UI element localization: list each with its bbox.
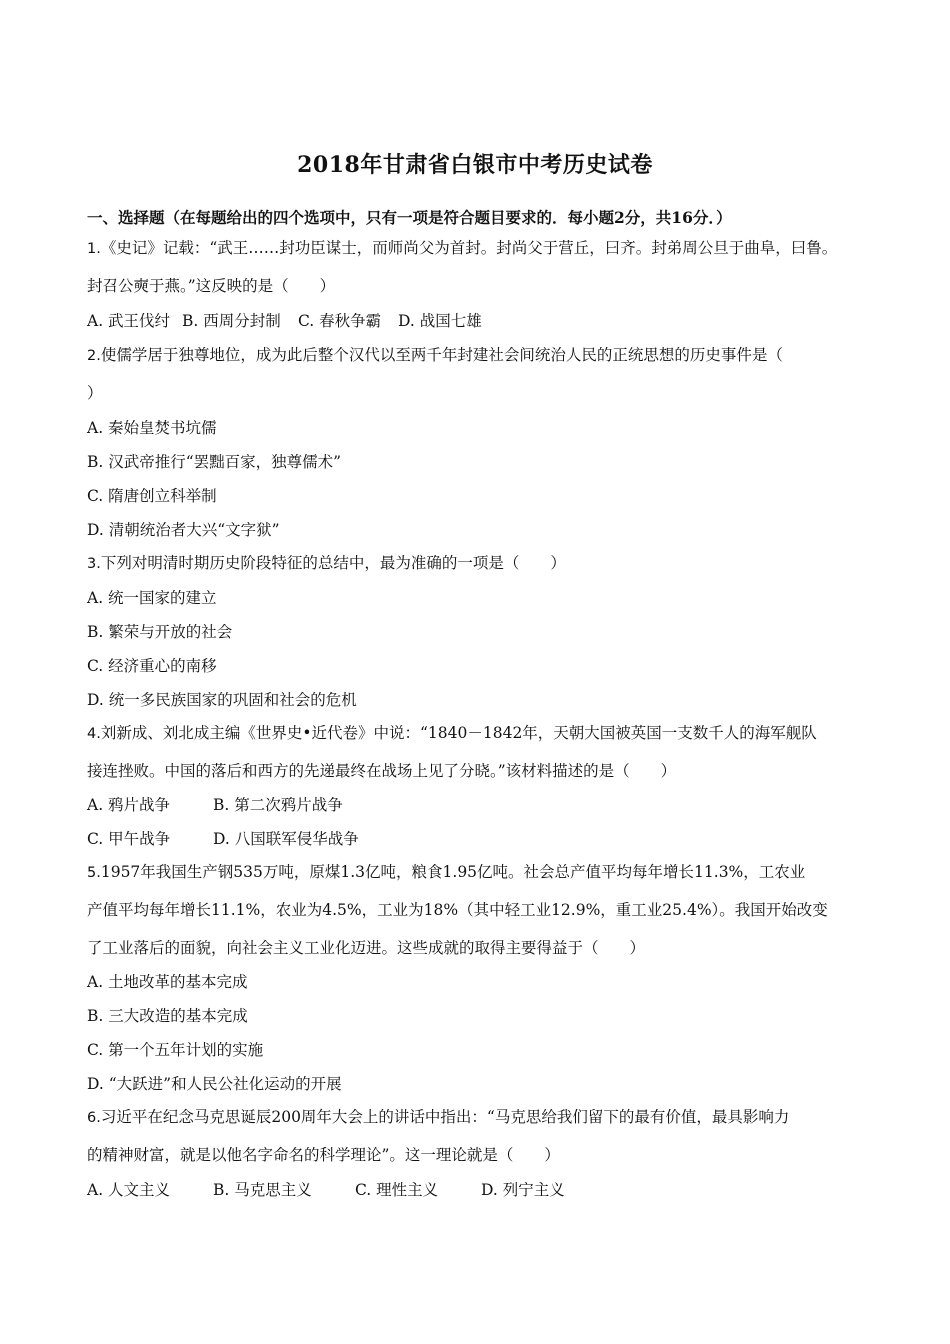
question-2-option-b: B. 汉武帝推行“罢黜百家，独尊儒术”: [87, 453, 342, 471]
question-4-line-1: [87, 723, 887, 744]
section-heading: 一、选择题（在每题给出的四个选项中，只有一项是符合题目要求的．每小题2分，共16分．）: [87, 208, 732, 227]
question-6-line-1: [87, 1107, 887, 1128]
question-3-option-b: B. 繁荣与开放的社会: [87, 623, 233, 641]
question-3-line-1: [87, 553, 887, 574]
option-c: C. 春秋争霸: [298, 312, 382, 330]
question-2-line-1: [87, 345, 887, 366]
question-5-option-a: A. 土地改革的基本完成: [87, 973, 248, 991]
question-5-line-3: 了工业落后的面貌，向社会主义工业化迈进。这些成就的取得主要得益于（ ）: [87, 939, 646, 957]
question-3-option-a: A. 统一国家的建立: [87, 589, 217, 607]
question-4-options-row-1: [87, 795, 887, 815]
question-number: 2.: [87, 348, 101, 364]
question-4-line-2: 接连挫败。中国的落后和西方的先递最终在战场上见了分晓。”该材料描述的是（ ）: [87, 762, 677, 780]
option-c: C. 甲午战争: [87, 830, 171, 848]
option-d: D. 列宁主义: [481, 1181, 565, 1199]
question-2-option-c: C. 隋唐创立科举制: [87, 487, 217, 505]
question-2-line-2: ）: [87, 384, 103, 402]
question-number: 1.: [87, 241, 101, 257]
question-3-option-c: C. 经济重心的南移: [87, 657, 217, 675]
question-4-options-row-2: [87, 829, 887, 849]
question-3-option-d: D. 统一多民族国家的巩固和社会的危机: [87, 691, 357, 709]
question-2-option-a: A. 秦始皇焚书坑儒: [87, 419, 217, 437]
question-number: 3.: [87, 556, 101, 572]
option-a: A. 鸦片战争: [87, 796, 171, 814]
question-text: 刘新成、刘北成主编《世界史•近代卷》中说：“1840－1842年，天朝大国被英国一支数千人的海军舰队: [100, 724, 817, 742]
question-1-line-2: 封召公奭于燕。”这反映的是（ ）: [87, 277, 336, 295]
option-b: B. 第二次鸦片战争: [213, 796, 343, 814]
question-5-option-d: D. “大跃进”和人民公社化运动的开展: [87, 1075, 342, 1093]
question-1-options: [87, 311, 887, 331]
option-d: D. 战国七雄: [398, 312, 482, 330]
option-a: A. 武王伐纣: [87, 312, 171, 330]
question-text: 习近平在纪念马克思诞辰200周年大会上的讲话中指出：“马克思给我们留下的最有价值，最具影响力: [100, 1108, 790, 1126]
question-1-line-1: [87, 238, 887, 259]
option-a: A. 人文主义: [87, 1181, 171, 1199]
question-text: 使儒学居于独尊地位，成为此后整个汉代以至两千年封建社会间统治人民的正统思想的历史事件是（: [100, 346, 783, 364]
question-6-options: [87, 1180, 887, 1200]
option-b: B. 马克思主义: [213, 1181, 312, 1199]
question-5-option-b: B. 三大改造的基本完成: [87, 1007, 248, 1025]
option-c: C. 理性主义: [355, 1181, 439, 1199]
question-2-option-d: D. 清朝统治者大兴“文字狱”: [87, 521, 280, 539]
question-text: 《史记》记载：“武王……封功臣谋士，而师尚父为首封。封尚父于营丘，曰齐。封弟周公旦于曲阜，曰鲁。: [100, 239, 838, 257]
question-number: 4.: [87, 726, 101, 742]
question-5-line-2: 产值平均每年增长11.1%，农业为4.5%，工业为18%（其中轻工业12.9%，重工业25.4%）。我国开始改变: [87, 901, 828, 919]
question-text: 下列对明清时期历史阶段特征的总结中，最为准确的一项是（ ）: [100, 554, 566, 572]
question-number: 5.: [87, 865, 101, 881]
question-6-line-2: 的精神财富，就是以他名字命名的科学理论”。这一理论就是（ ）: [87, 1146, 560, 1164]
question-text: 1957年我国生产钢535万吨，原煤1.3亿吨，粮食1.95亿吨。社会总产值平均每年增长11.3%，工农业: [100, 863, 806, 881]
question-5-line-1: [87, 862, 887, 883]
option-d: D. 八国联军侵华战争: [213, 830, 359, 848]
option-b: B. 西周分封制: [182, 312, 281, 330]
page-title: 2018年甘肃省白银市中考历史试卷: [297, 152, 653, 178]
question-number: 6.: [87, 1110, 101, 1126]
question-5-option-c: C. 第一个五年计划的实施: [87, 1041, 264, 1059]
